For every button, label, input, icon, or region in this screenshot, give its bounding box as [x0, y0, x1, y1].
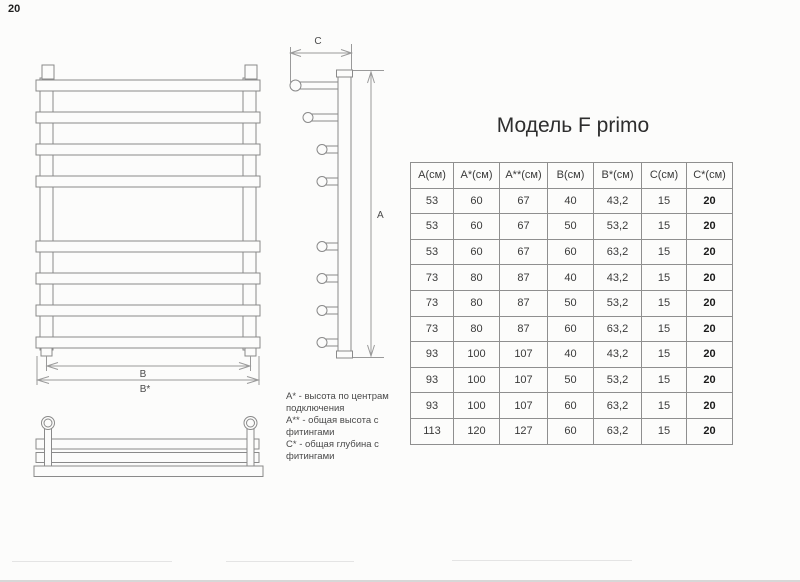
table-cell: 53,2	[594, 367, 642, 393]
table-cell: 63,2	[594, 418, 642, 444]
legend-item: С* - общая глубина с фитингами	[286, 439, 379, 462]
side-view-drawing	[290, 36, 384, 358]
table-header-row	[411, 163, 733, 189]
table-cell: 20	[687, 265, 733, 291]
table-cell: 50	[548, 214, 594, 240]
table-cell: 15	[642, 214, 687, 240]
table-cell: 100	[454, 393, 500, 419]
scan-artifact-line	[226, 561, 354, 562]
table-cell: 15	[642, 265, 687, 291]
legend-item: А* - высота по центрам подключения	[286, 391, 389, 414]
scan-artifact-line	[452, 560, 632, 561]
table-cell: 20	[687, 239, 733, 265]
front-view-drawing	[36, 65, 260, 395]
column-header: В*(см)	[594, 163, 642, 189]
table-cell: 67	[500, 188, 548, 214]
table-cell: 40	[548, 265, 594, 291]
table-cell: 20	[687, 290, 733, 316]
table-cell: 20	[687, 342, 733, 368]
table-cell: 50	[548, 367, 594, 393]
table-cell: 93	[411, 393, 454, 419]
table-row	[411, 418, 733, 444]
table-cell: 20	[687, 367, 733, 393]
table-cell: 80	[454, 316, 500, 342]
table-cell: 15	[642, 239, 687, 265]
table-cell: 60	[454, 214, 500, 240]
dim-label-c: C	[314, 36, 322, 47]
table-row	[411, 239, 733, 265]
table-cell: 50	[548, 290, 594, 316]
table-cell: 60	[548, 316, 594, 342]
table-cell: 43,2	[594, 342, 642, 368]
table-cell: 40	[548, 342, 594, 368]
table-cell: 127	[500, 418, 548, 444]
table-cell: 20	[687, 188, 733, 214]
table-cell: 15	[642, 290, 687, 316]
table-cell: 107	[500, 367, 548, 393]
table-cell: 87	[500, 316, 548, 342]
table-cell: 60	[454, 188, 500, 214]
table-cell: 113	[411, 418, 454, 444]
table-cell: 20	[687, 316, 733, 342]
table-cell: 67	[500, 214, 548, 240]
table-cell: 87	[500, 290, 548, 316]
table-cell: 63,2	[594, 393, 642, 419]
table-cell: 73	[411, 290, 454, 316]
table-cell: 87	[500, 265, 548, 291]
column-header: С(см)	[642, 163, 687, 189]
table-cell: 120	[454, 418, 500, 444]
table-cell: 53	[411, 214, 454, 240]
table-cell: 63,2	[594, 239, 642, 265]
column-header: А*(см)	[454, 163, 500, 189]
column-header: С*(см)	[687, 163, 733, 189]
legend	[286, 391, 402, 463]
top-view-drawing	[34, 417, 263, 477]
table-row	[411, 393, 733, 419]
table-cell: 15	[642, 342, 687, 368]
table-body	[411, 188, 733, 444]
dimensions-table	[410, 162, 733, 445]
table-cell: 67	[500, 239, 548, 265]
table-cell: 93	[411, 367, 454, 393]
table-cell: 63,2	[594, 316, 642, 342]
table-cell: 60	[548, 239, 594, 265]
table-cell: 100	[454, 367, 500, 393]
table-row	[411, 265, 733, 291]
table-cell: 60	[454, 239, 500, 265]
table-row	[411, 367, 733, 393]
dim-label-b-star: B*	[139, 384, 151, 395]
table-cell: 53,2	[594, 214, 642, 240]
table-cell: 15	[642, 393, 687, 419]
table-cell: 93	[411, 342, 454, 368]
table-cell: 43,2	[594, 188, 642, 214]
table-cell: 15	[642, 367, 687, 393]
table-cell: 20	[687, 393, 733, 419]
page-number: 20	[8, 3, 21, 15]
legend-item: А** - общая высота с фитингами	[286, 415, 379, 438]
table-cell: 60	[548, 418, 594, 444]
table-cell: 100	[454, 342, 500, 368]
table-cell: 60	[548, 393, 594, 419]
table-cell: 107	[500, 342, 548, 368]
column-header: А**(см)	[500, 163, 548, 189]
scan-artifact-line	[12, 561, 172, 562]
table-row	[411, 342, 733, 368]
table-row	[411, 214, 733, 240]
column-header: В(см)	[548, 163, 594, 189]
table-row	[411, 290, 733, 316]
table-cell: 15	[642, 316, 687, 342]
table-cell: 15	[642, 418, 687, 444]
table-cell: 20	[687, 214, 733, 240]
table-cell: 73	[411, 265, 454, 291]
table-row	[411, 188, 733, 214]
model-title: Модель F primo	[496, 114, 650, 137]
table-cell: 73	[411, 316, 454, 342]
table-cell: 53	[411, 239, 454, 265]
column-header: А(см)	[411, 163, 454, 189]
table-cell: 15	[642, 188, 687, 214]
table-cell: 43,2	[594, 265, 642, 291]
dim-label-b: B	[139, 369, 147, 380]
table-cell: 80	[454, 265, 500, 291]
table-cell: 20	[687, 418, 733, 444]
dim-label-a: A	[377, 210, 384, 221]
table-cell: 80	[454, 290, 500, 316]
table-cell: 107	[500, 393, 548, 419]
table-cell: 53,2	[594, 290, 642, 316]
table-cell: 40	[548, 188, 594, 214]
table-cell: 53	[411, 188, 454, 214]
table-row	[411, 316, 733, 342]
